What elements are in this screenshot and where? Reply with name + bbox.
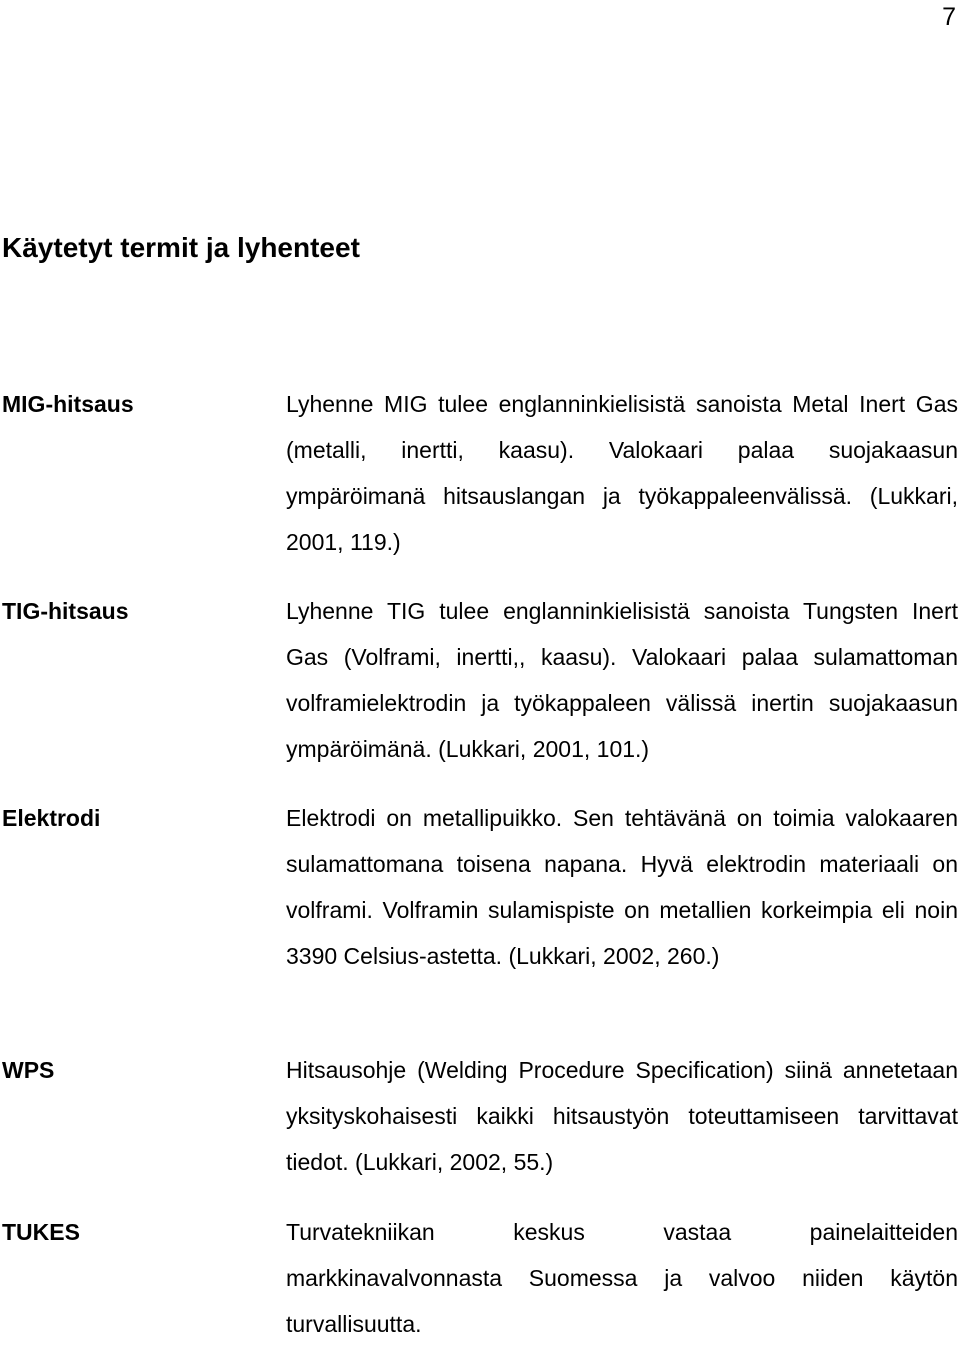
term-wps: WPS	[2, 1057, 55, 1083]
term-tig-hitsaus: TIG-hitsaus	[2, 598, 129, 624]
term-elektrodi: Elektrodi	[2, 805, 101, 831]
page-heading: Käytetyt termit ja lyhenteet	[2, 232, 360, 263]
definition-elektrodi: Elektrodi on metallipuikko. Sen tehtävänä on toimia valokaaren sulamattomana toisena napana. Hyvä elektrodin materiaali on volframi. Volframin sulamispiste on metallien korkeimpia eli noin 3390 Celsius-astetta. (Lukkari, 2002, 260.)	[286, 805, 958, 969]
definition-tig-hitsaus: Lyhenne TIG tulee englanninkielisistä sanoista Tungsten Inert Gas (Volframi, inertti,, kaasu). Valokaari palaa sulamattoman volframielektrodin ja työkappaleen välissä inertin suojakaasun ympäröimänä. (Lukkari, 2001, 101.)	[286, 598, 958, 762]
definition-mig-hitsaus: Lyhenne MIG tulee englanninkielisistä sanoista Metal Inert Gas (metalli, inertti, kaasu). Valokaari palaa suojakaasun ympäröimanä hitsauslangan ja työkappaleenvälissä. (Lukkari, 2001, 119.)	[286, 391, 958, 555]
term-mig-hitsaus: MIG-hitsaus	[2, 391, 134, 417]
term-tukes: TUKES	[2, 1219, 80, 1245]
page-number: 7	[942, 3, 956, 31]
definition-tukes: Turvatekniikan keskus vastaa painelaitteiden markkinavalvonnasta Suomessa ja valvoo niiden käytön turvallisuutta.	[286, 1219, 958, 1337]
definition-wps: Hitsausohje (Welding Procedure Specification) siinä annetetaan yksityskohaisesti kaikki hitsaustyön toteuttamiseen tarvittavat tiedot. (Lukkari, 2002, 55.)	[286, 1057, 958, 1175]
